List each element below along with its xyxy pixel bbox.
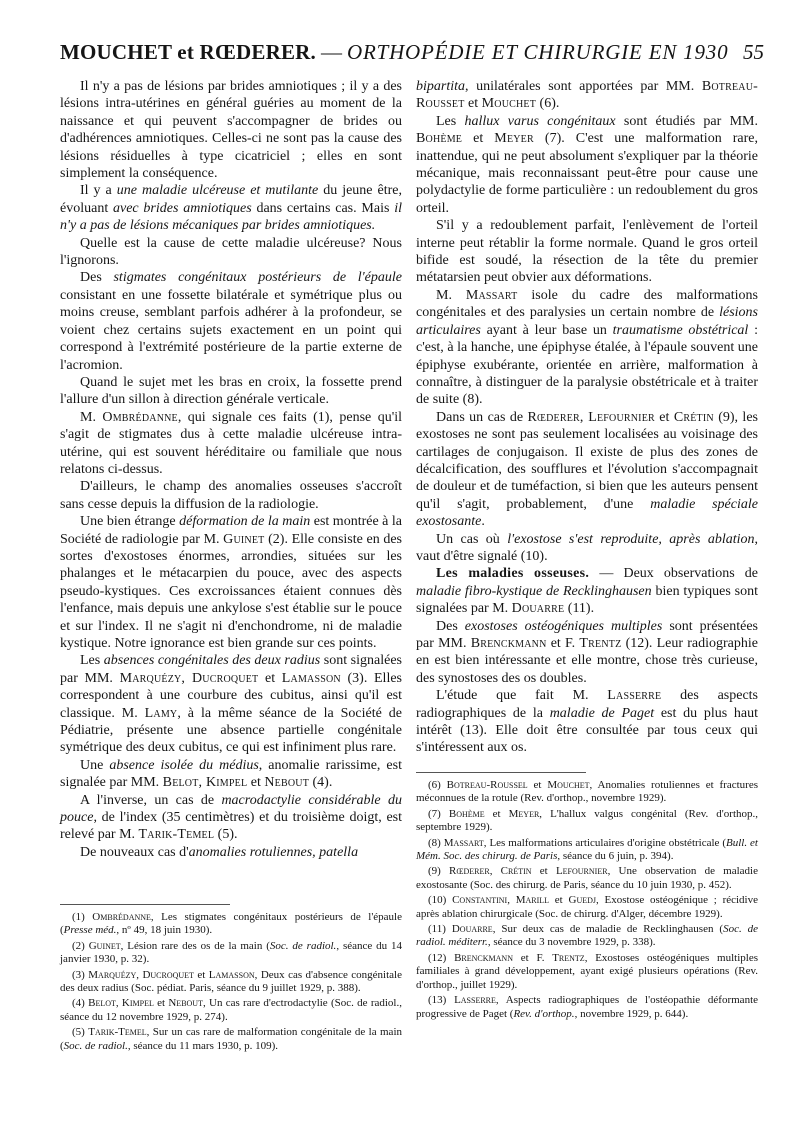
paragraph: Des stigmates congénitaux postérieurs de l'épaule consistant en une fossette bilatérale et symétrique plus ou moins creuse, semblant parfois adhérer à la profondeur, se voient chez certains sujets exactement en un point qui correspond à l'extrémité postérieure de la partie externe de l'acromion. bbox=[60, 270, 402, 373]
footnote-rule bbox=[60, 904, 230, 905]
paragraph: Les hallux varus congénitaux sont étudiés par MM. Bohème et Meyer (7). C'est une malformation rare, inattendue, qui ne peut absolument s'expliquer par la théorie mécanique, mais reconnaissant peut-être pour cause une polydactylie de forme particulière : un redoublement du gros orteil. bbox=[416, 113, 758, 216]
paragraph: Dans un cas de Rœderer, Lefournier et Crétin (9), les exostoses ne sont pas seulement localisées au voisinage des cartilages de conjugaison. Il existe de plus des zones de décalcification, des soufflures et l'évolution s'accompagnait de douleur et de tuméfaction, si bien que les auteurs pensent qu'il s'agit, probablement, d'une maladie spéciale exostosante. bbox=[416, 409, 758, 530]
paragraph: Un cas où l'exostose s'est reproduite, après ablation, vaut d'être signalé (10). bbox=[416, 531, 758, 564]
paragraph: Quelle est la cause de cette maladie ulcéreuse? Nous l'ignorons. bbox=[60, 235, 402, 269]
footnote: (5) Tarik-Temel, Sur un cas rare de malformation congénitale de la main (Soc. de radiol., séance du 11 mars 1930, p. 109). bbox=[60, 1026, 402, 1052]
paragraph: Il y a une maladie ulcéreuse et mutilante du jeune être, évoluant avec brides amniotiques dans certains cas. Mais il n'y a pas de lésions mécaniques par brides amniotiques. bbox=[60, 183, 402, 234]
footnotes-right bbox=[416, 772, 758, 1023]
paragraph: Il n'y a pas de lésions par brides amniotiques ; il y a des lésions intra-utérines en général guéries au moment de la naissance et qui peuvent s'accompagner de brides ou d'adhérences amniotiques. Celles-ci ne sont pas la cause des lésions résiduelles à type cicatriciel ; elles en sont simplement la conséquence. bbox=[60, 79, 402, 182]
paragraph: A l'inverse, un cas de macrodactylie considérable du pouce, de l'index (35 centimètres) et du troisième doigt, est relevé par M. Tarik-Temel (5). bbox=[60, 792, 402, 843]
paragraph: Des exostoses ostéogéniques multiples sont présentées par MM. Brenckmann et F. Trentz (12). Leur radiographie en est bien intéressante et elle montre, chose très curieuse, des synostoses des os doubles. bbox=[416, 618, 758, 686]
paragraph: bipartita, unilatérales sont apportées par MM. Botreau-Rousset et Mouchet (6). bbox=[416, 79, 758, 112]
paragraph: Les absences congénitales des deux radius sont signalées par MM. Marquézy, Ducroquet et Lamasson (3). Elles correspondent à une courbure des cubitus, ainsi qu'il est classique. M. Lamy, à la même séance de la Société de Pédiatrie, présente une absence partielle congénitale symétrique des deux cubitus, ce qui est infiniment plus rare. bbox=[60, 653, 403, 756]
page-number: 55 bbox=[743, 40, 764, 64]
footnote-rule bbox=[416, 772, 586, 773]
section-heading: Les maladies osseuses. bbox=[436, 566, 590, 582]
footnotes-left bbox=[60, 904, 402, 1055]
paragraph: D'ailleurs, le champ des anomalies osseuses s'accroît sans cesse depuis la diffusion de la radiologie. bbox=[60, 479, 402, 512]
paragraph: S'il y a redoublement parfait, l'enlèvement de l'orteil interne peut rétablir la forme normale. Quand le gros orteil bifide est soudé, la résection de la tête du premier métatarsien peut obvier aux déformations. bbox=[416, 218, 758, 286]
footnote: (1) Ombrédanne, Les stigmates congénitaux postérieurs de l'épaule (Presse méd., nº 49, 18 juin 1930). bbox=[60, 911, 402, 937]
footnote: (4) Belot, Kimpel et Nebout, Un cas rare d'ectrodactylie (Soc. de radiol., séance du 12 novembre 1929, p. 274). bbox=[60, 997, 402, 1023]
footnote: (2) Guinet, Lésion rare des os de la main (Soc. de radiol., séance du 14 janvier 1930, p. 32). bbox=[60, 939, 403, 966]
footnote: (11) Douarre, Sur deux cas de maladie de Recklinghausen (Soc. de radiol. méditerr., séance du 3 novembre 1929, p. 338). bbox=[416, 923, 759, 949]
running-header bbox=[60, 40, 764, 76]
footnote: (9) Rœderer, Crétin et Lefournier, Une observation de maladie exostosante (Soc. des chirurg. de Paris, séance du 10 juin 1930, p. 452). bbox=[416, 865, 758, 891]
footnote: (3) Marquézy, Ducroquet et Lamasson, Deux cas d'absence congénitale des deux radius (Soc. pédiat. Paris, séance du 9 juillet 1929, p. 388). bbox=[60, 968, 402, 995]
left-column bbox=[60, 78, 402, 861]
paragraph: Une bien étrange déformation de la main est montrée à la Société de radiologie par M. Guinet (2). Elle consiste en des sortes d'exostoses énormes, arrondies, situées sur les phalanges et le métacarpien du pouce, avec des aspects pseudo-kystiques. Ces excroissances étaient connues dès l'enfance, mais depuis une ankylose s'est établie sur le pouce et sur l'index. Il ne s'agit ni d'enchondrome, ni de maladie kystique. Notre ignorance est bien grande sur ces points. bbox=[60, 514, 403, 651]
paragraph: Quand le sujet met les bras en croix, la fossette prend l'allure d'un sillon à direction générale verticale. bbox=[60, 374, 402, 408]
header-separator: — bbox=[321, 40, 342, 64]
paragraph: M. Massart isole du cadre des malformations congénitales et des paralysies un certain nombre de lésions articulaires ayant à leur base un traumatisme obstétrical : c'est, à la hanche, une épiphyse étalée, à l'épaule souvent une épiphyse exubérante, orientée en arrière, malformation à connaître, à distinguer de la paralysie obstétricale et à traiter de suite (8). bbox=[416, 287, 759, 408]
footnote: (12) Brenckmann et F. Trentz, Exostoses ostéogéniques multiples familiales à grand développement, ayant exigé plusieurs opérations (Rev. d'orthop., juillet 1929). bbox=[416, 951, 758, 991]
header-title: ORTHOPÉDIE ET CHIRURGIE EN 1930 bbox=[347, 40, 729, 64]
right-column bbox=[416, 78, 758, 757]
paragraph: M. Ombrédanne, qui signale ces faits (1), pense qu'il s'agit de stigmates dus à cette maladie ulcéreuse intra-utérine, qui est souvent héréditaire ou familiale que nous relatons ci-dessus. bbox=[60, 409, 403, 477]
paragraph: De nouveaux cas d'anomalies rotuliennes, patella bbox=[80, 844, 359, 860]
footnote: (8) Massart, Les malformations articulaires d'origine obstétricale (Bull. et Mém. Soc. des chirurg. de Paris, séance du 6 juin, p. 394). bbox=[416, 836, 758, 863]
paragraph: Les maladies osseuses. — Deux observations de maladie fibro-kystique de Recklinghausen bien typiques sont signalées par M. Douarre (11). bbox=[416, 566, 758, 617]
footnote: (7) Bohème et Meyer, L'hallux valgus congénital (Rev. d'orthop., septembre 1929). bbox=[416, 807, 758, 834]
footnote: (13) Lasserre, Aspects radiographiques de l'ostéopathie déformante progressive de Paget (Rev. d'orthop., novembre 1929, p. 644). bbox=[416, 994, 759, 1020]
paragraph: Une absence isolée du médius, anomalie rarissime, est signalée par MM. Belot, Kimpel et Nebout (4). bbox=[60, 757, 402, 791]
header-authors: MOUCHET et RŒDERER. bbox=[60, 40, 316, 64]
footnote: (10) Constantini, Marill et Guedj, Exostose ostéogénique ; récidive après ablation chirurgicale (Soc. de chirurg. d'Alger, décembre 1929). bbox=[416, 894, 758, 920]
paragraph: L'étude que fait M. Lasserre des aspects radiographiques de la maladie de Paget est du plus haut intérêt (13). Elle doit être consultée par tous ceux qui s'intéressent aux os. bbox=[416, 688, 758, 756]
footnote: (6) Botreau-Roussel et Mouchet, Anomalies rotuliennes et fractures méconnues de la rotule (Rev. d'orthop., novembre 1929). bbox=[416, 779, 758, 805]
